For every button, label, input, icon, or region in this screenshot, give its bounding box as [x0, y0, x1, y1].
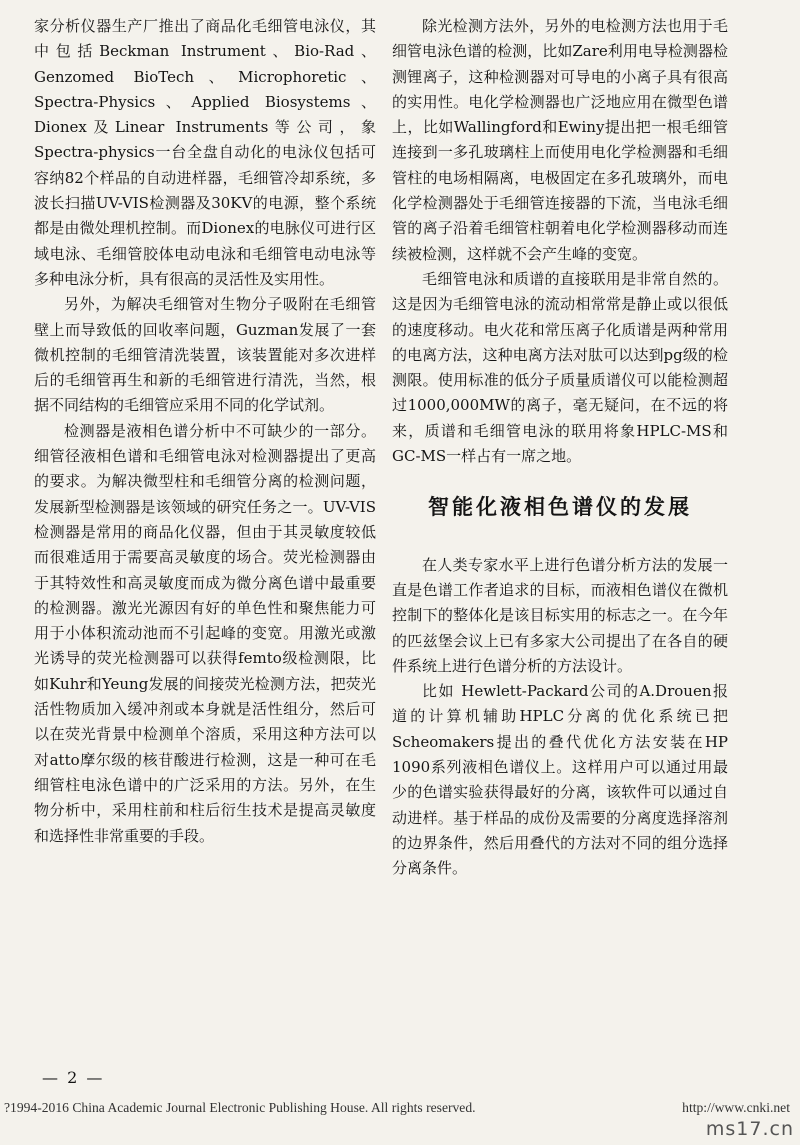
paragraph: 在人类专家水平上进行色谱分析方法的发展一直是色谱工作者追求的目标，而液相色谱仪在微机控制下的整体化是该目标实用的标志之一。在今年的匹兹堡会议上已有多家大公司提出了在各自的硬件系统上进行色谱分析的方法设计。	[392, 555, 728, 675]
paragraph: 比如 Hewlett-Packard公司的A.Drouen报道的计算机辅助HPLC分离的优化系统已把Scheomakers提出的叠代优化方法安装在HP 1090系列液相色谱仪上。这样用户可以通过用最少的色谱实验获得最好的分离，该软件可以通过自动进样。基于样品的成份及需要的分离度选择溶剂的边界条件，然后用叠代的方法对不同的组分选择分离条件。	[392, 682, 728, 878]
section-heading: 智能化液相色谱仪的发展	[428, 495, 692, 520]
footer-url[interactable]: http://www.cnki.net	[682, 1100, 790, 1115]
paragraph: 毛细管电泳和质谱的直接联用是非常自然的。这是因为毛细管电泳的流动相常常是静止或以很低的速度移动。电火花和常压离子化质谱是两种常用的电离方法，这种电离方法对肽可以达到pg级的检测限。使用标准的低分子质量质谱仪可以能检测超过1000,000MW的离子，毫无疑问，在不远的将来，质谱和毛细管电泳的联用将象HPLC-MS和GC-MS一样占有一席之地。	[392, 269, 728, 466]
footer-copyright: ?1994-2016 China Academic Journal Electronic Publishing House. All rights reserved.	[4, 1100, 476, 1115]
watermark: ms17.cn	[705, 1118, 794, 1140]
paragraph: 家分析仪器生产厂推出了商品化毛细管电泳仪，其中包括Beckman Instrument、Bio-Rad、Genzomed BioTech、Microphoretic、Spectra-Physics、Applied Biosystems、Dionex及Linear Instruments等公司，象Spectra-physics一台全盘自动化的电泳仪包括可容纳82个样品的自动进样器，毛细管冷却系统，多波长扫描UV-VIS检测器及30KV的电源，整个系统都是由微处理机控制。而Dionex的电脉仪可进行区域电泳、毛细管胶体电动电泳和毛细管电动电泳等多种电泳分析，具有很高的灵活性及实用性。	[34, 17, 376, 288]
right-column	[392, 14, 728, 882]
paragraph: 另外，为解决毛细管对生物分子吸附在毛细管壁上而导致低的回收率问题，Guzman发展了一套微机控制的毛细管清洗装置，该装置能对多次进样后的毛细管再生和新的毛细管进行清洗，当然，根据不同结构的毛细管应采用不同的化学试剂。	[34, 295, 376, 415]
paragraph: 检测器是液相色谱分析中不可缺少的一部分。细管径液相色谱和毛细管电泳对检测器提出了更高的要求。为解决微型柱和毛细管分离的检测问题，发展新型检测器是该领域的研究任务之一。UV-VIS检测器是常用的商品化仪器，但由于其灵敏度较低而很难适用于需要高灵敏度的场合。荧光检测器由于其特效性和高灵敏度而成为微分离色谱中最重要的检测器。激光光源因有好的单色性和聚焦能力可用于小体积流动池而不引起峰的变宽。用激光或激光诱导的荧光检测器可以获得femto级检测限，比如Kuhr和Yeung发展的间接荧光检测方法，把荧光活性物质加入缓冲剂或本身就是活性组分，然后可以在荧光背景中检测单个溶质，采用这种方法可以对atto摩尔级的核苷酸进行检测，这是一种可在毛细管柱电泳色谱中的广泛采用的方法。另外，在生物分析中，采用柱前和柱后衍生技术是提高灵敏度和选择性非常重要的手段。	[34, 421, 376, 845]
paragraph: 除光检测方法外，另外的电检测方法也用于毛细管电泳色谱的检测，比如Zare利用电导检测器检测锂离子，这种检测器对可导电的小离子具有很高的实用性。电化学检测器也广泛地应用在微型色谱上，比如Wallingford和Ewiny提出把一根毛细管连接到一多孔玻璃柱上而使用电化学检测器和毛细管柱的电场相隔离，电极固定在多孔玻璃外，而电化学检测器处于毛细管连接器的下流，当电泳毛细管的离子沿着毛细管柱朝着电化学检测器移动而连续被检测，这样就不会产生峰的变宽。	[392, 17, 728, 263]
page-number: — 2 —	[42, 1068, 105, 1087]
left-column	[34, 14, 376, 849]
